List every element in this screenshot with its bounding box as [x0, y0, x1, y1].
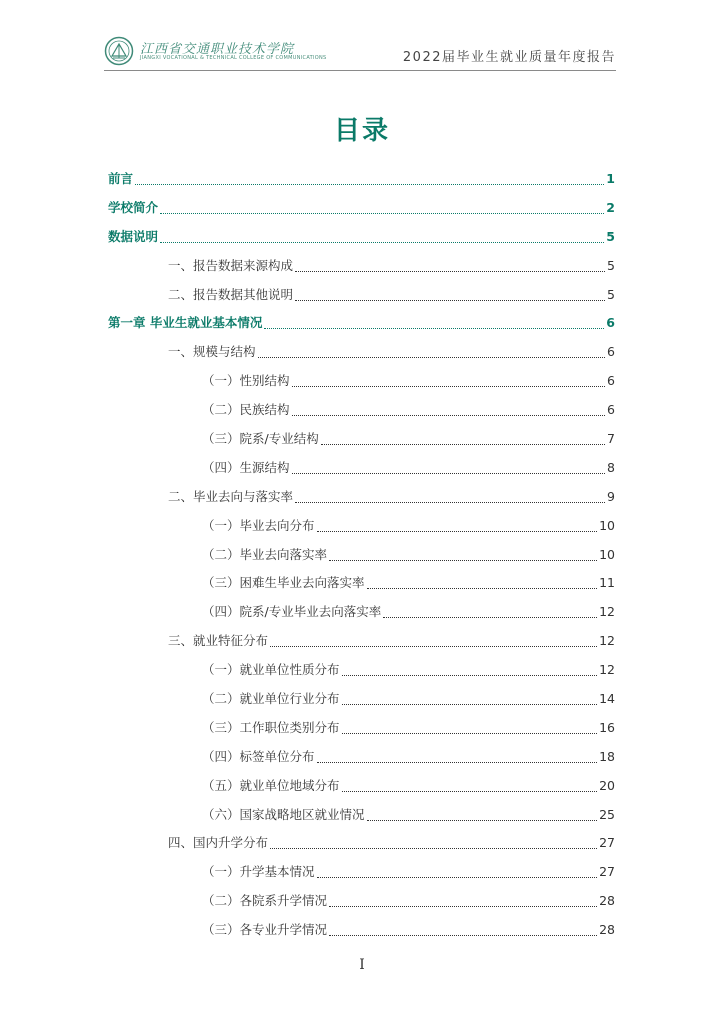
- toc-dot-leader: [270, 848, 597, 849]
- toc-entry[interactable]: [108, 512, 615, 541]
- toc-dot-leader: [295, 271, 605, 272]
- toc-entry[interactable]: [108, 454, 615, 483]
- toc-entry-label: 前言: [108, 171, 134, 186]
- toc-entry-label: 数据说明: [108, 228, 159, 244]
- toc-dot-leader: [383, 617, 597, 618]
- toc-entry[interactable]: [108, 829, 615, 858]
- toc-entry-page: 5: [607, 286, 615, 302]
- toc-entry[interactable]: [108, 281, 615, 310]
- toc-dot-leader: [367, 588, 598, 589]
- toc-entry-page: 27: [599, 864, 615, 880]
- toc-entry-label: （三）工作职位类别分布: [202, 719, 340, 735]
- toc-entry-page: 6: [607, 344, 615, 360]
- toc-entry-label: （一）性别结构: [202, 373, 290, 389]
- toc-dot-leader: [292, 386, 606, 387]
- toc-entry-label: （三）院系/专业结构: [202, 431, 319, 447]
- toc-entry-label: （二）民族结构: [202, 402, 290, 418]
- toc-entry-page: 6: [607, 373, 615, 389]
- toc-entry-page: 9: [607, 488, 615, 504]
- toc-entry-page: 5: [607, 257, 615, 273]
- toc-dot-leader: [342, 675, 598, 676]
- toc-entry[interactable]: [108, 916, 615, 945]
- toc-entry-page: 18: [599, 748, 615, 764]
- toc-dot-leader: [295, 502, 605, 503]
- toc-entry[interactable]: [108, 714, 615, 743]
- toc-dot-leader: [317, 762, 598, 763]
- toc-entry-label: （一）升学基本情况: [202, 864, 315, 880]
- page-header: [104, 34, 616, 68]
- toc-entry-label: 一、报告数据来源构成: [168, 257, 294, 273]
- toc-dot-leader: [258, 357, 606, 358]
- college-name-script: 江西省交通职业技术学院: [140, 42, 295, 57]
- toc-title: 目录: [333, 116, 390, 146]
- toc-entry[interactable]: [108, 541, 615, 570]
- toc-entry-page: 14: [599, 691, 615, 707]
- toc-entry[interactable]: [108, 627, 615, 656]
- toc-entry-page: 10: [599, 517, 615, 533]
- toc-entry-label: 一、规模与结构: [168, 344, 256, 360]
- toc-entry-page: 2: [606, 199, 615, 215]
- toc-entry[interactable]: [108, 801, 615, 830]
- toc-entry[interactable]: [108, 223, 615, 252]
- toc-entry[interactable]: [108, 772, 615, 801]
- toc-entry-page: 11: [599, 575, 615, 591]
- toc-entry-page: 6: [606, 315, 615, 331]
- toc-entry[interactable]: [108, 252, 615, 281]
- toc-dot-leader: [342, 733, 598, 734]
- toc-dot-leader: [317, 877, 598, 878]
- toc-dot-leader: [135, 184, 604, 185]
- toc-entry-page: 27: [599, 835, 615, 851]
- toc-entry-label: （四）标签单位分布: [202, 748, 315, 764]
- toc-entry-page: 5: [606, 228, 615, 244]
- toc-entry-page: 6: [607, 402, 615, 418]
- toc-entry[interactable]: [108, 338, 615, 367]
- toc-entry-label: 三、就业特征分布: [168, 633, 269, 649]
- page-number: I: [359, 957, 365, 973]
- toc-entry-label: （二）各院系升学情况: [202, 893, 328, 909]
- toc-entry-page: 12: [599, 604, 615, 620]
- toc-entry-page: 12: [599, 662, 615, 678]
- toc-entry[interactable]: [108, 743, 615, 772]
- toc-entry[interactable]: [108, 367, 615, 396]
- toc-entry-page: 1: [606, 171, 615, 186]
- toc-entry[interactable]: [108, 858, 615, 887]
- toc-entry-label: （一）就业单位性质分布: [202, 662, 340, 678]
- toc-entry-page: 20: [599, 777, 615, 793]
- toc-entry-page: 16: [599, 719, 615, 735]
- toc-entry-page: 28: [599, 893, 615, 909]
- toc-entry-page: 8: [607, 459, 615, 475]
- toc-entry-label: 四、国内升学分布: [168, 835, 269, 851]
- toc-dot-leader: [295, 300, 605, 301]
- toc-entry-label: （二）毕业去向落实率: [202, 546, 328, 562]
- toc-dot-leader: [329, 906, 597, 907]
- toc-entry-label: 二、报告数据其他说明: [168, 286, 294, 302]
- toc-entry[interactable]: [108, 194, 615, 223]
- toc-dot-leader: [342, 704, 598, 705]
- toc-dot-leader: [160, 242, 604, 243]
- toc-entry[interactable]: [108, 309, 615, 338]
- toc-entry[interactable]: [108, 425, 615, 454]
- toc-dot-leader: [317, 531, 598, 532]
- toc-dot-leader: [329, 935, 597, 936]
- college-name-english: JIANGXI VOCATIONAL & TECHNICAL COLLEGE OF COMMUNICATIONS: [140, 55, 327, 61]
- toc-dot-leader: [321, 444, 605, 445]
- toc-entry-label: （五）就业单位地域分布: [202, 777, 340, 793]
- toc-entry-label: （六）国家战略地区就业情况: [202, 806, 365, 822]
- toc-dot-leader: [292, 415, 606, 416]
- toc-dot-leader: [342, 791, 598, 792]
- toc-entry-label: （一）毕业去向分布: [202, 517, 315, 533]
- table-of-contents: [108, 165, 615, 945]
- toc-entry-label: （二）就业单位行业分布: [202, 691, 340, 707]
- toc-dot-leader: [270, 646, 597, 647]
- toc-entry-label: 二、毕业去向与落实率: [168, 488, 294, 504]
- toc-entry[interactable]: [108, 656, 615, 685]
- toc-entry[interactable]: [108, 685, 615, 714]
- toc-dot-leader: [367, 820, 598, 821]
- report-title: 2022届毕业生就业质量年度报告: [402, 50, 616, 65]
- toc-dot-leader: [292, 473, 606, 474]
- toc-entry[interactable]: [108, 396, 615, 425]
- toc-entry-label: （四）院系/专业毕业去向落实率: [202, 604, 382, 620]
- header-divider: [104, 70, 616, 71]
- toc-dot-leader: [329, 560, 597, 561]
- toc-entry-label: （三）困难生毕业去向落实率: [202, 575, 365, 591]
- toc-entry-page: 28: [599, 922, 615, 938]
- toc-entry-label: 学校简介: [108, 199, 159, 215]
- toc-entry[interactable]: [108, 483, 615, 512]
- toc-entry-page: 12: [599, 633, 615, 649]
- toc-entry-page: 7: [607, 431, 615, 447]
- toc-entry-label: （四）生源结构: [202, 459, 290, 475]
- toc-entry[interactable]: [108, 598, 615, 627]
- toc-dot-leader: [160, 213, 604, 214]
- toc-entry[interactable]: [108, 569, 615, 598]
- toc-dot-leader: [264, 328, 604, 329]
- toc-entry-page: 10: [599, 546, 615, 562]
- toc-entry[interactable]: [108, 887, 615, 916]
- toc-entry-label: （三）各专业升学情况: [202, 922, 328, 938]
- college-logo-icon: [104, 36, 134, 66]
- toc-entry-page: 25: [599, 806, 615, 822]
- toc-entry[interactable]: [108, 165, 615, 194]
- toc-entry-label: 第一章 毕业生就业基本情况: [108, 315, 263, 331]
